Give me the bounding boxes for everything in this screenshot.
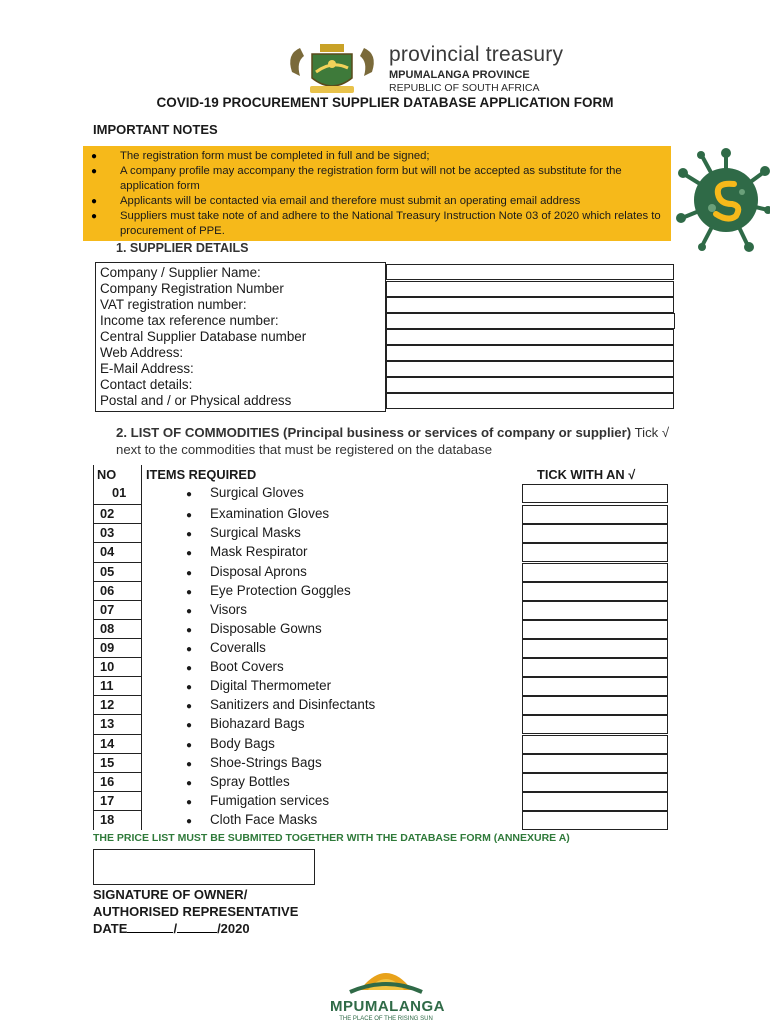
tick-checkbox[interactable] (522, 543, 668, 562)
representative-label: AUTHORISED REPRESENTATIVE (93, 904, 299, 919)
col-tick: TICK WITH AN √ (537, 467, 636, 482)
commodity-item (186, 525, 301, 540)
commodity-label: Fumigation services (210, 793, 330, 808)
row-number: 18 (100, 812, 115, 827)
commodity-item (186, 564, 307, 579)
tick-checkbox[interactable] (522, 484, 668, 503)
col-no: NO (97, 467, 117, 482)
commodities-heading-bold: 2. LIST OF COMMODITIES (Principal business or services of company or supplier) (116, 425, 632, 440)
email-address-field[interactable] (386, 361, 674, 377)
row-number: 17 (100, 793, 115, 808)
notes-heading: IMPORTANT NOTES (93, 122, 218, 137)
tick-checkbox[interactable] (522, 811, 668, 830)
row-number: 04 (100, 544, 115, 559)
bullet-icon: ● (186, 701, 193, 712)
rising-sun-icon (330, 960, 442, 994)
row-number: 07 (100, 602, 115, 617)
commodity-label: Disposable Gowns (210, 621, 322, 636)
commodity-label: Spray Bottles (210, 774, 290, 789)
brand-country: REPUBLIC OF SOUTH AFRICA (389, 82, 540, 94)
row-divider (93, 657, 142, 658)
tick-checkbox[interactable] (522, 677, 668, 696)
commodity-item (186, 793, 329, 808)
row-divider (93, 753, 142, 754)
commodity-item (186, 697, 375, 712)
bullet-icon: ● (186, 663, 193, 674)
tick-checkbox[interactable] (522, 601, 668, 620)
commodity-label: Digital Thermometer (210, 678, 332, 693)
date-month-field[interactable] (177, 932, 217, 933)
important-notes-box (83, 146, 671, 241)
note-item: Applicants will be contacted via email and therefore must submit an operating email address (120, 195, 581, 207)
note-item: A company profile may accompany the registration form but will not be accepted as substitute for the application form (120, 165, 622, 192)
bullet-icon: ● (186, 489, 193, 500)
row-number: 06 (100, 583, 115, 598)
row-divider (93, 734, 142, 735)
tick-checkbox[interactable] (522, 696, 668, 715)
tick-checkbox[interactable] (522, 658, 668, 677)
bullet-icon: ● (91, 211, 98, 222)
tick-checkbox[interactable] (522, 792, 668, 811)
bullet-icon: ● (91, 166, 98, 177)
csd-number-field[interactable] (386, 329, 674, 345)
commodity-label: Mask Respirator (210, 544, 308, 559)
row-divider (93, 810, 142, 811)
web-address-field[interactable] (386, 345, 674, 361)
brand-province: MPUMALANGA PROVINCE (389, 69, 530, 81)
commodity-label: Shoe-Strings Bags (210, 755, 322, 770)
commodity-item (186, 716, 305, 731)
row-number: 09 (100, 640, 115, 655)
bullet-icon: ● (91, 196, 98, 207)
row-number: 14 (100, 736, 115, 751)
commodity-item (186, 774, 290, 789)
note-item: Suppliers must take note of and adhere to the National Treasury Instruction Note 03 of 2020 which relates to procurement of PPE. (120, 210, 661, 237)
bullet-icon: ● (186, 568, 193, 579)
commodity-label: Biohazard Bags (210, 716, 305, 731)
commodity-label: Coveralls (210, 640, 266, 655)
commodity-label: Disposal Aprons (210, 564, 307, 579)
row-number: 05 (100, 564, 115, 579)
commodity-item (186, 640, 266, 655)
mpumalanga-wordmark: MPUMALANGA (330, 998, 445, 1015)
address-field[interactable] (386, 393, 674, 409)
company-name-field[interactable] (386, 264, 674, 280)
form-title: COVID-19 PROCUREMENT SUPPLIER DATABASE APPLICATION FORM (156, 95, 614, 110)
commodity-item (186, 602, 247, 617)
date-sep: / (173, 921, 178, 936)
commodity-label: Visors (210, 602, 247, 617)
row-divider (93, 772, 142, 773)
field-label-income-tax: Income tax reference number: (100, 313, 279, 328)
row-divider (93, 791, 142, 792)
commodity-label: Surgical Masks (210, 525, 301, 540)
row-divider (93, 542, 142, 543)
field-label-registration: Company Registration Number (100, 281, 284, 296)
tick-checkbox[interactable] (522, 563, 668, 582)
field-label-company-name: Company / Supplier Name: (100, 265, 261, 280)
income-tax-field[interactable] (386, 313, 675, 329)
tick-checkbox[interactable] (522, 754, 668, 773)
treasury-brand (389, 44, 563, 94)
tick-checkbox[interactable] (522, 735, 668, 754)
row-number: 12 (100, 697, 115, 712)
tick-checkbox[interactable] (522, 715, 668, 734)
contact-details-field[interactable] (386, 377, 674, 393)
row-divider (93, 638, 142, 639)
row-divider (93, 523, 142, 524)
field-label-web: Web Address: (100, 345, 184, 360)
commodity-item (186, 812, 317, 827)
field-label-vat: VAT registration number: (100, 297, 247, 312)
table-divider (141, 465, 142, 830)
bullet-icon: ● (186, 606, 193, 617)
commodity-item (186, 621, 322, 636)
field-label-contact: Contact details: (100, 377, 193, 392)
commodity-item (186, 755, 322, 770)
col-items: ITEMS REQUIRED (146, 467, 257, 482)
bullet-icon: ● (186, 816, 193, 827)
row-number: 11 (100, 678, 114, 693)
signature-block (93, 886, 298, 937)
commodity-item (186, 544, 307, 559)
tick-checkbox[interactable] (522, 524, 668, 543)
signature-label: SIGNATURE OF OWNER/ (93, 887, 248, 902)
bullet-icon: ● (186, 625, 193, 636)
field-label-csd: Central Supplier Database number (100, 329, 307, 344)
bullet-icon: ● (186, 759, 193, 770)
commodity-label: Boot Covers (210, 659, 284, 674)
field-label-email: E-Mail Address: (100, 361, 194, 376)
row-divider (93, 676, 142, 677)
mpumalanga-tagline: THE PLACE OF THE RISING SUN (339, 1016, 433, 1022)
tick-checkbox[interactable] (522, 505, 668, 524)
mpumalanga-logo (330, 960, 445, 1022)
row-divider (93, 714, 142, 715)
commodities-heading (116, 424, 676, 458)
bullet-icon: ● (186, 644, 193, 655)
bullet-icon: ● (186, 529, 193, 540)
row-number: 10 (100, 659, 115, 674)
bullet-icon: ● (186, 740, 193, 751)
registration-number-field[interactable] (386, 281, 674, 297)
virus-icon (676, 148, 770, 253)
bullet-icon: ● (186, 548, 193, 559)
commodity-item (186, 659, 284, 674)
commodity-label: Eye Protection Goggles (210, 583, 351, 598)
row-divider (93, 695, 142, 696)
row-number: 16 (100, 774, 115, 789)
row-divider (93, 619, 142, 620)
supplier-details-heading: 1. SUPPLIER DETAILS (116, 241, 249, 255)
commodity-label: Surgical Gloves (210, 485, 304, 500)
date-day-field[interactable] (127, 932, 173, 933)
brand-name: provincial treasury (389, 43, 564, 66)
bullet-icon: ● (91, 151, 98, 162)
bullet-icon: ● (186, 797, 193, 808)
vat-number-field[interactable] (386, 297, 674, 313)
coat-of-arms-logo (282, 42, 382, 98)
tick-checkbox[interactable] (522, 620, 668, 639)
tick-checkbox[interactable] (522, 639, 668, 658)
bullet-icon: ● (186, 587, 193, 598)
signature-field[interactable] (93, 849, 315, 885)
row-divider (93, 581, 142, 582)
commodity-item (186, 583, 351, 598)
row-divider (93, 504, 142, 505)
row-divider (93, 562, 142, 563)
note-item: The registration form must be completed in full and be signed; (120, 150, 430, 162)
commodity-item (186, 736, 275, 751)
row-number: 02 (100, 506, 115, 521)
price-list-note: THE PRICE LIST MUST BE SUBMITED TOGETHER WITH THE DATABASE FORM (ANNEXURE A) (93, 832, 570, 844)
row-number: 15 (100, 755, 115, 770)
row-number: 08 (100, 621, 115, 636)
commodity-label: Sanitizers and Disinfectants (210, 697, 376, 712)
date-year: /2020 (217, 921, 250, 936)
commodities-heading-rest: Tick √ next to the commodities that must be registered on the database (116, 425, 670, 457)
bullet-icon: ● (186, 510, 193, 521)
row-number: 13 (100, 716, 115, 731)
bullet-icon: ● (186, 778, 193, 789)
tick-checkbox[interactable] (522, 773, 668, 792)
date-label: DATE (93, 921, 128, 936)
field-label-address: Postal and / or Physical address (100, 393, 292, 408)
tick-checkbox[interactable] (522, 582, 668, 601)
commodity-label: Examination Gloves (210, 506, 330, 521)
commodity-item (186, 678, 331, 693)
commodity-label: Cloth Face Masks (210, 812, 318, 827)
row-number: 03 (100, 525, 115, 540)
bullet-icon: ● (186, 720, 193, 731)
row-divider (93, 600, 142, 601)
row-number: 01 (112, 485, 127, 500)
bullet-icon: ● (186, 682, 193, 693)
commodity-item (186, 506, 329, 521)
commodity-label: Body Bags (210, 736, 275, 751)
date-line (93, 920, 298, 937)
commodity-item (186, 485, 304, 500)
